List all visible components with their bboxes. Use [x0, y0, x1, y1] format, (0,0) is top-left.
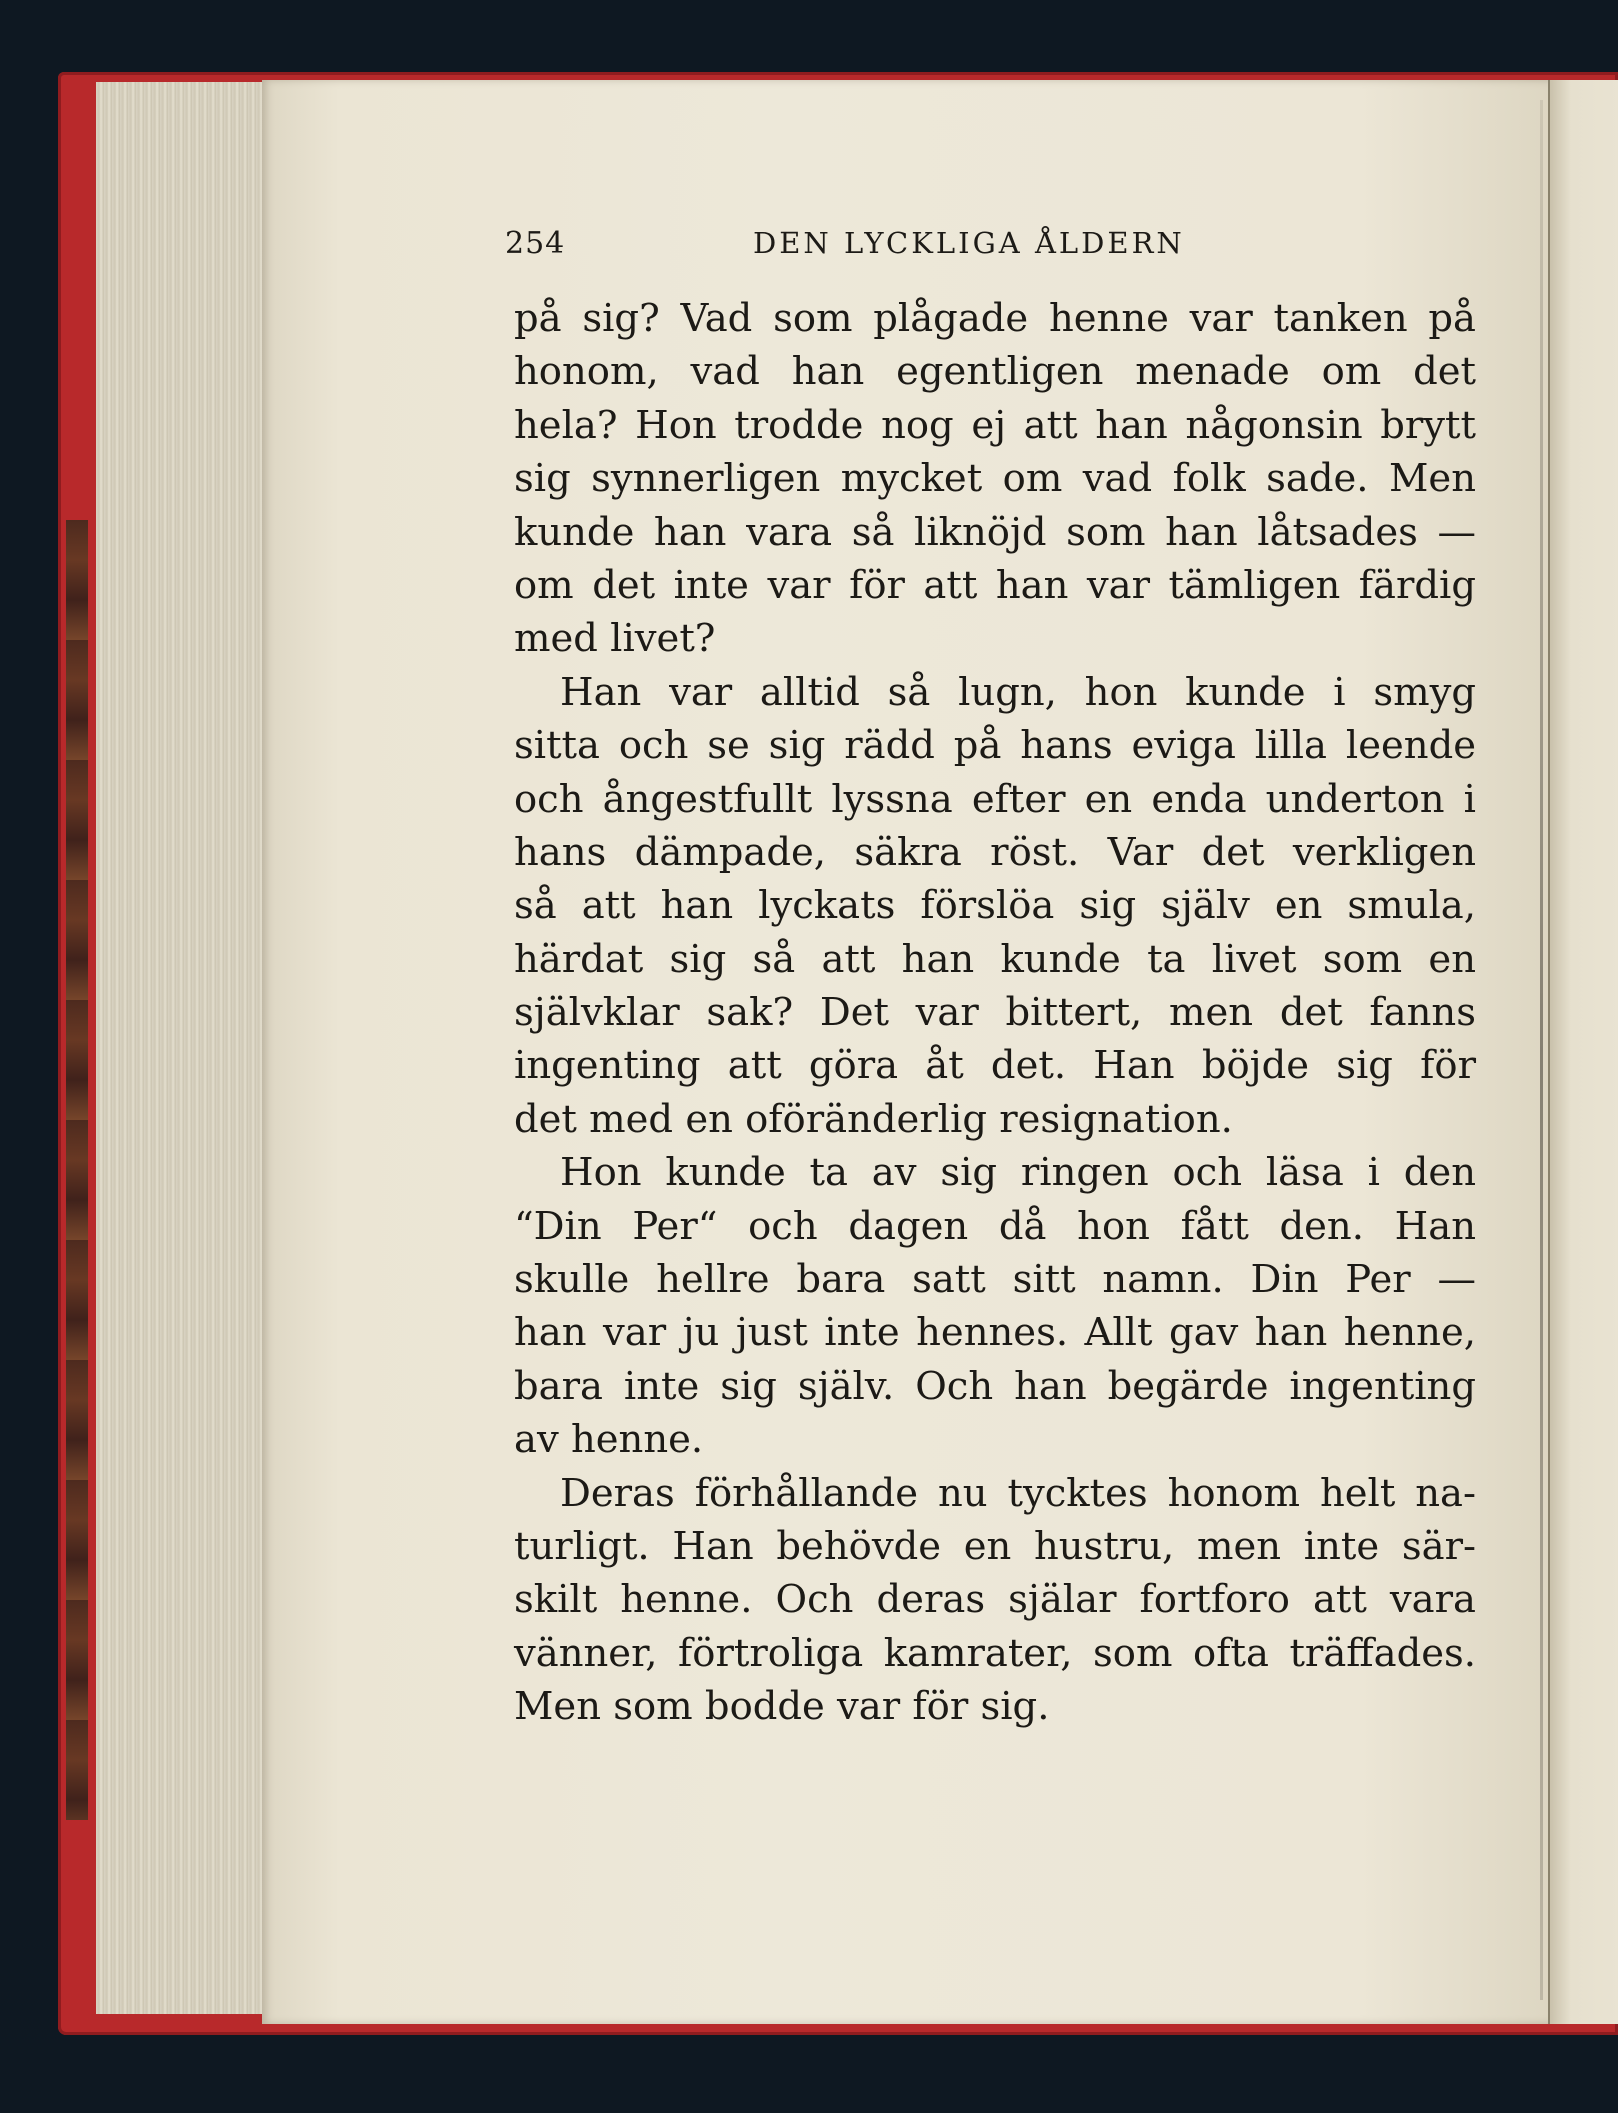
- text-line: ingenting att göra åt det. Han böjde sig för: [514, 1043, 1476, 1089]
- text-line: kunde han vara så liknöjd som han låtsades —: [514, 509, 1476, 555]
- text-line: härdat sig så att han kunde ta livet som en: [514, 936, 1476, 982]
- text-line: om det inte var för att han var tämligen färdig: [514, 562, 1476, 608]
- text-line: så att han lyckats förslöa sig själv en smula,: [514, 883, 1476, 929]
- text-line: turligt. Han behövde en hustru, men inte sär-: [514, 1523, 1476, 1569]
- text-line: Hon kunde ta av sig ringen och läsa i den: [560, 1150, 1476, 1196]
- text-line: det med en oföränderlig resignation.: [514, 1096, 1233, 1142]
- text-line: på sig? Vad som plågade henne var tanken på: [514, 296, 1476, 341]
- text-line: självklar sak? Det var bittert, men det fanns: [514, 990, 1476, 1036]
- facing-page-edge: [1548, 80, 1618, 2024]
- text-line: vänner, förtroliga kamrater, som ofta träffades.: [514, 1630, 1476, 1676]
- page-stack-edge: [96, 82, 278, 2014]
- text-line: sitta och se sig rädd på hans eviga lilla leende: [514, 723, 1476, 769]
- page-header: [505, 226, 1505, 266]
- text-line: sig synnerligen mycket om vad folk sade. Men: [514, 456, 1476, 502]
- text-line: Men som bodde var för sig.: [514, 1684, 1050, 1730]
- text-line: med livet?: [514, 616, 716, 662]
- page-number: 254: [505, 226, 566, 261]
- gutter-shadow: [1540, 100, 1543, 2000]
- cover-marbled-edge: [66, 520, 88, 1820]
- text-line: av henne.: [514, 1417, 704, 1463]
- text-line: skulle hellre bara satt sitt namn. Din Per —: [514, 1257, 1476, 1303]
- text-line: Deras förhållande nu tycktes honom helt na-: [560, 1470, 1476, 1516]
- running-title: DEN LYCKLIGA ÅLDERN: [753, 226, 1185, 260]
- text-line: skilt henne. Och deras själar fortforo att vara: [514, 1577, 1476, 1623]
- text-line: honom, vad han egentligen menade om det: [514, 349, 1476, 395]
- text-line: han var ju just inte hennes. Allt gav han henne,: [514, 1310, 1476, 1356]
- body-text: [514, 292, 1476, 1734]
- text-line: “Din Per“ och dagen då hon fått den. Han: [514, 1203, 1476, 1249]
- text-line: hans dämpade, säkra röst. Var det verkligen: [514, 829, 1476, 875]
- text-line: hela? Hon trodde nog ej att han någonsin brytt: [514, 402, 1476, 448]
- text-line: Han var alltid så lugn, hon kunde i smyg: [560, 669, 1476, 715]
- text-line: och ångestfullt lyssna efter en enda underton i: [514, 776, 1476, 822]
- text-line: bara inte sig själv. Och han begärde ingenting: [514, 1363, 1476, 1409]
